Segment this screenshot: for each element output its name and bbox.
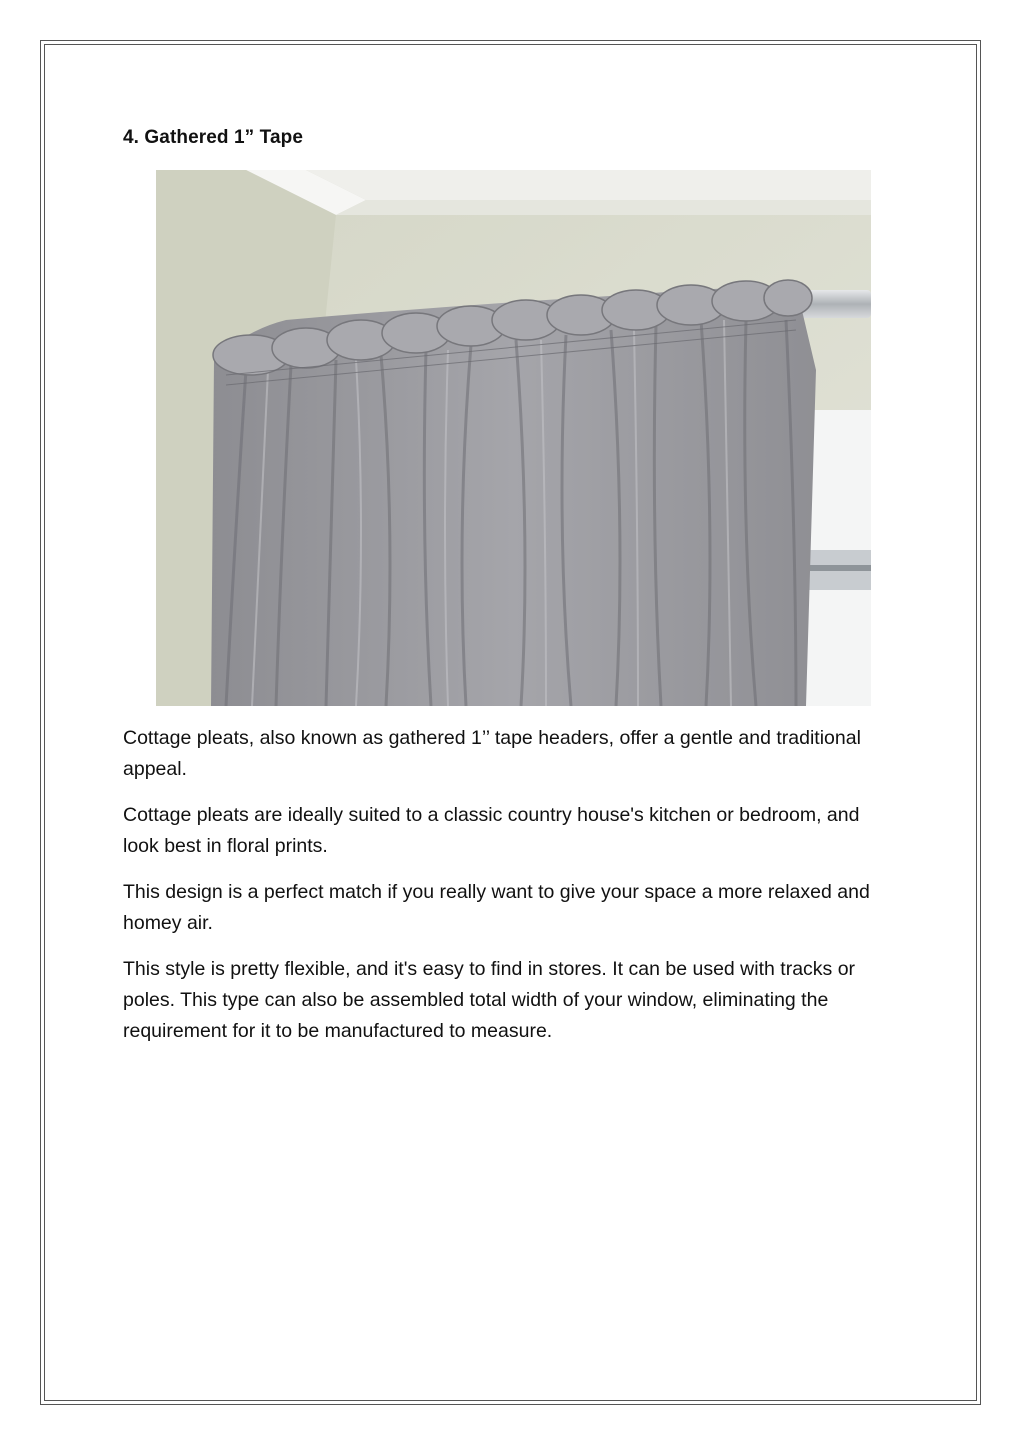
paragraph-4 (123, 954, 883, 1047)
paragraph-3-text: This design is a perfect match if you really want to give your space a more relaxed and homey air. (123, 881, 870, 934)
paragraph-1-text: Cottage pleats, also known as gathered 1’’ tape headers, offer a gentle and traditional appeal. (123, 727, 861, 780)
curtain-photo (156, 170, 871, 706)
section-heading: 4. Gathered 1” Tape (123, 127, 303, 148)
paragraph-2 (123, 800, 883, 862)
paragraph-4-text: This style is pretty flexible, and it's easy to find in stores. It can be used with tracks or poles. This type can also be assembled total width of your window, eliminating the requirement for it to be manufactured to measure. (123, 958, 856, 1042)
paragraph-1 (123, 723, 883, 785)
paragraph-3 (123, 877, 883, 939)
paragraph-2-text: Cottage pleats are ideally suited to a classic country house's kitchen or bedroom, and look best in floral prints. (123, 804, 860, 857)
